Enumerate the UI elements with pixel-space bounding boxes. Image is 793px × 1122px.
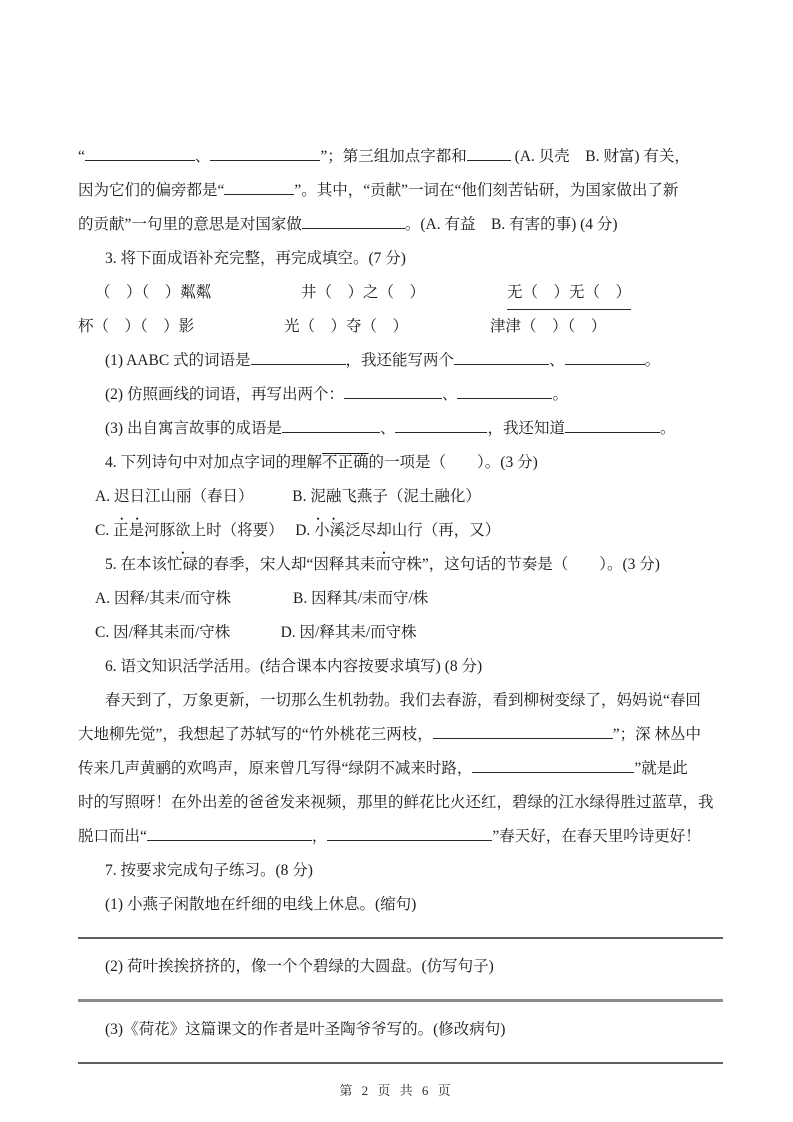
page-footer	[0, 1080, 793, 1099]
fill-in-blank	[472, 757, 634, 773]
fill-in-blank	[454, 349, 549, 365]
q3-sub-3	[78, 412, 723, 446]
text-segment: 山行（再，又）	[391, 522, 501, 539]
text-segment: 4. 下列诗句中对加点字词的理解	[105, 454, 323, 471]
emphasized-text: 泥融	[310, 488, 342, 505]
text-segment: 3. 将下面成语补充完整，再完成填空。(7 分)	[105, 250, 406, 267]
text-segment: 脱口而出“	[78, 828, 147, 845]
fill-in-blank	[282, 417, 380, 433]
idiom-item: （ ）（ ）粼粼	[95, 284, 212, 301]
text-segment: 、	[441, 386, 458, 403]
page-number-text: 第 2 页 共 6 页	[339, 1083, 454, 1098]
text-segment: 6. 语文知识活学活用。(结合课本内容按要求填写) (8 分)	[105, 658, 483, 675]
q3-sub-1	[78, 344, 723, 378]
fill-in-blank	[433, 723, 613, 739]
answer-line-3	[78, 1062, 723, 1064]
text-segment: ，我还能写两个	[345, 352, 455, 369]
fill-in-blank	[457, 383, 552, 399]
q6-para-line-4	[78, 786, 723, 820]
fill-in-blank	[467, 145, 511, 161]
text-segment: 大地柳先觉”，我想起了苏轼写的“竹外桃花三两枝，	[78, 726, 433, 743]
text-segment: ”就是此	[634, 760, 688, 777]
intro-line-2	[78, 174, 723, 208]
text-segment: (2) 荷叶挨挨挤挤的，像一个个碧绿的大圆盘。(仿写句子)	[105, 958, 494, 975]
text-segment: 。	[659, 420, 676, 437]
fill-in-blank	[85, 145, 195, 161]
text-segment: 、	[379, 420, 396, 437]
text-segment: ，我还知道	[487, 420, 565, 437]
text-segment: “	[78, 148, 85, 165]
fill-in-blank	[302, 213, 405, 229]
q4-options-cd	[78, 514, 723, 548]
text-segment: (3) 出自寓言故事的成语是	[105, 420, 282, 437]
answer-line-2	[78, 999, 723, 1002]
fill-in-blank	[224, 179, 294, 195]
q3-sub-2	[78, 378, 723, 412]
text-segment: 上时（将要） D. 小溪泛尽	[190, 522, 377, 539]
text-segment: A. 因释/其耒/而守株 B. 因释其/耒而守/株	[95, 590, 429, 607]
text-segment: (1) 小燕子闲散地在纤细的电线上休息。(缩句)	[105, 896, 417, 913]
emphasized-text: 却	[376, 522, 392, 539]
fill-in-blank	[251, 349, 346, 365]
q6-para-line-5	[78, 820, 723, 854]
text-segment: 时的写照呀！在外出差的爸爸发来视频，那里的鲜花比火还红，碧绿的江水绿得胜过蓝草，我	[78, 794, 714, 811]
fill-in-blank	[210, 145, 320, 161]
q3-header	[78, 242, 723, 276]
text-segment: 5. 在本该忙碌的春季，宋人却“因释其耒而守株”，这句话的节奏是（ ）。(3 分)	[105, 556, 660, 573]
text-segment: 7. 按要求完成句子练习。(8 分)	[105, 862, 313, 879]
intro-line-3	[78, 208, 723, 242]
q3-idioms-row-1	[78, 276, 723, 310]
q7-sub-2	[78, 950, 723, 984]
q6-para-line-2	[78, 718, 723, 752]
q3-idioms-row-2	[78, 310, 723, 344]
q6-header	[78, 650, 723, 684]
text-segment: 。	[552, 386, 568, 403]
q7-sub-3	[78, 1013, 723, 1047]
fill-in-blank	[147, 825, 312, 841]
text-segment: 。	[644, 352, 661, 369]
q7-sub-1	[78, 888, 723, 922]
text-segment: ”。其中，“贡献”一词在“他们刻苦钻研，为国家做出了新	[294, 182, 679, 199]
q6-para-line-3	[78, 752, 723, 786]
answer-line-1	[78, 937, 723, 939]
text-segment: 、	[194, 148, 211, 165]
emphasized-text: 欲	[175, 522, 191, 539]
q7-header	[78, 854, 723, 888]
q5-header	[78, 548, 723, 582]
text-segment: 的贡献”一句里的意思是对国家做	[78, 216, 302, 233]
idiom-item: 光（ ）夺（ ）	[284, 318, 409, 335]
fill-in-blank	[565, 417, 660, 433]
text-segment: ”；第三组加点字都和	[320, 148, 467, 165]
idiom-item: 杯（ ）（ ）影	[78, 318, 195, 335]
text-segment: 传来几声黄鹂的欢鸣声，原来曾几写得“绿阴不减来时路，	[78, 760, 473, 777]
q5-options-cd	[78, 616, 723, 650]
q4-options-ab	[78, 480, 723, 514]
emphasized-text: 迟日	[113, 488, 145, 505]
intro-line-1	[78, 140, 723, 174]
text-segment: C. 因/释其耒而/守株 D. 因/释其耒/而守株	[95, 624, 417, 641]
text-segment: 的一项是（ ）。(3 分)	[368, 454, 538, 471]
q4-header	[78, 446, 723, 480]
text-segment: 飞燕子（泥土融化）	[341, 488, 481, 505]
fill-in-blank	[395, 417, 487, 433]
text-segment: 。(A. 有益 B. 有害的事) (4 分)	[404, 216, 618, 233]
q6-para-line-1	[78, 684, 723, 718]
text-segment: (1) AABC 式的词语是	[105, 352, 251, 369]
q5-options-ab	[78, 582, 723, 616]
fill-in-blank	[344, 383, 442, 399]
text-segment: (A. 贝壳 B. 财富) 有关，	[510, 148, 690, 165]
text-segment: 春天到了，万象更新，一切那么生机勃勃。我们去春游，看到柳树变绿了，妈妈说“春回	[105, 692, 701, 709]
text-segment: ”春天好，在春天里吟诗更好！	[492, 828, 701, 845]
text-segment: (3)《荷花》这篇课文的作者是叶圣陶爷爷写的。(修改病句)	[105, 1021, 506, 1038]
text-segment: A.	[95, 488, 114, 505]
text-segment: ”；深 林丛中	[612, 726, 702, 743]
idiom-item: 津津（ ）（ ）	[490, 318, 607, 335]
text-segment: (2) 仿照画线的词语，再写出两个：	[105, 386, 344, 403]
fill-in-blank	[327, 825, 492, 841]
text-segment: 江山丽（春日） B.	[144, 488, 311, 505]
text-segment: 因为它们的偏旁都是“	[78, 182, 225, 199]
idiom-item: 井（ ）之（ ）	[301, 284, 426, 301]
idiom-item: 无（ ）无（ ）	[507, 276, 631, 310]
text-segment: 、	[549, 352, 565, 369]
text-segment: C. 正是河豚	[95, 522, 176, 539]
text-segment: 不正确	[322, 454, 369, 471]
fill-in-blank	[565, 349, 645, 365]
text-segment: ，	[311, 828, 328, 845]
